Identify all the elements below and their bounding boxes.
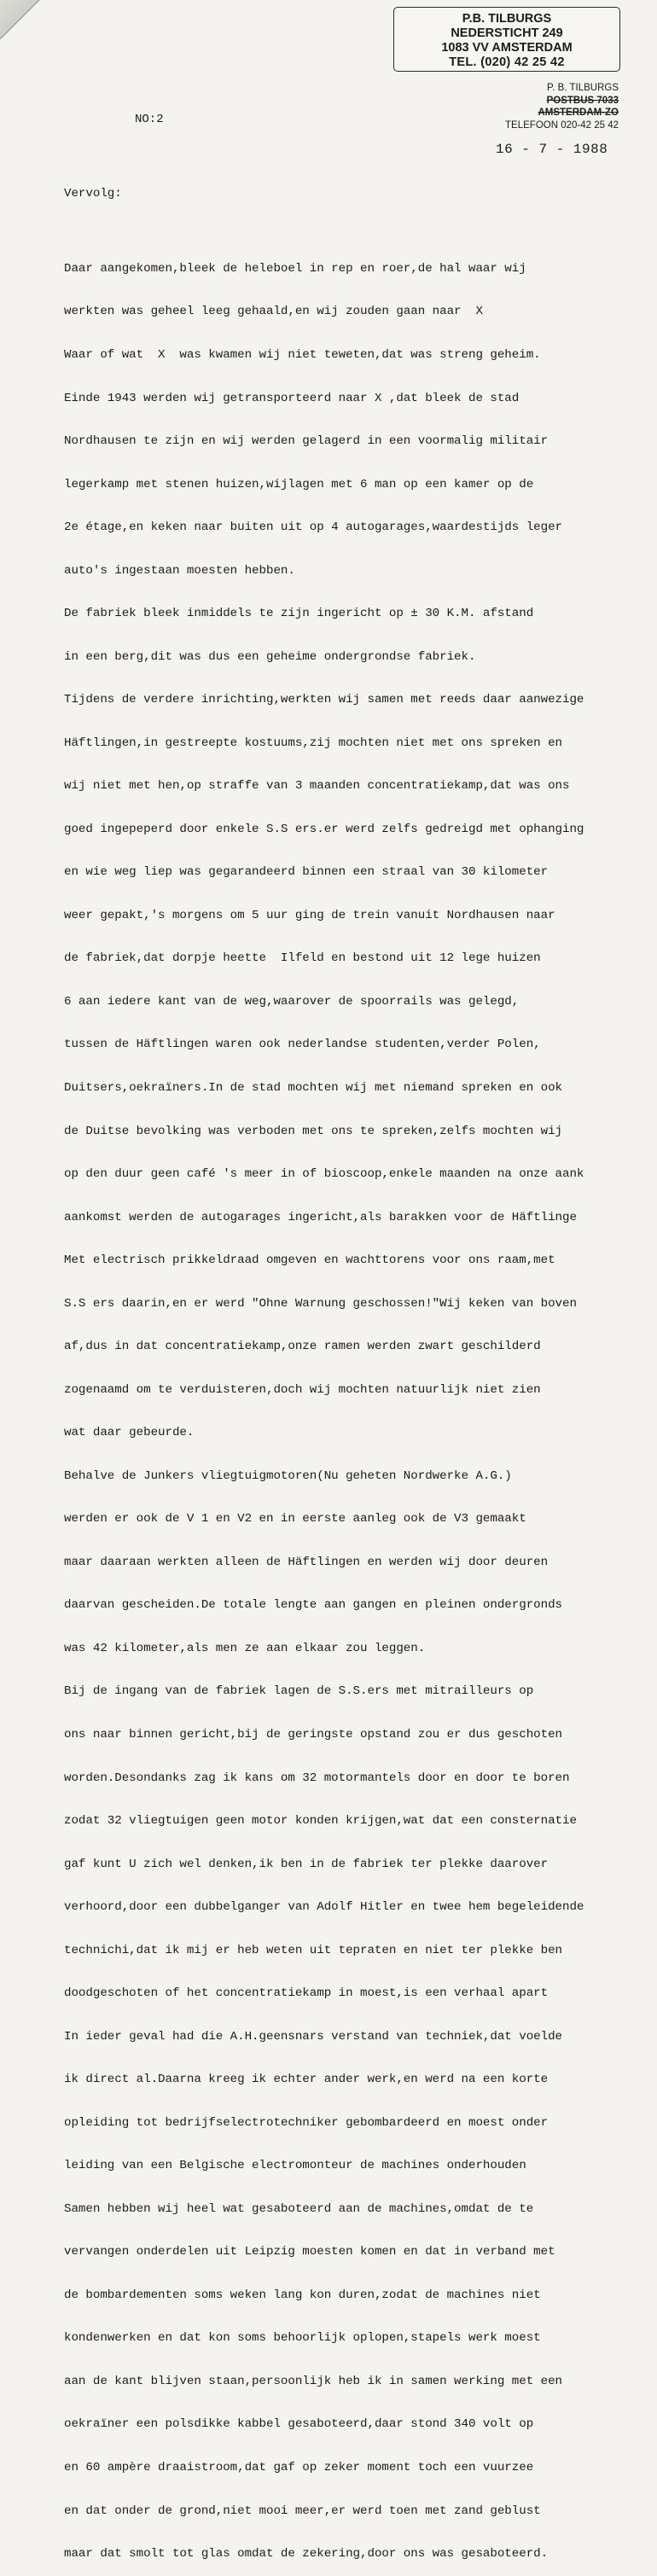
text-line: Nordhausen te zijn en wij werden gelagerd in een voormalig militair [64, 434, 549, 449]
folded-corner [0, 0, 39, 39]
text-line: technichi,dat ik mij er heb weten uit tepraten en niet ter plekke ben [64, 1943, 563, 1957]
text-line: aan de kant blijven staan,persoonlijk heb ik in samen werking met een [64, 2374, 563, 2388]
text-line: opleiding tot bedrijfselectrotechniker gebombardeerd en moest onder [64, 2115, 549, 2130]
text-line: de fabriek,dat dorpje heette Ilfeld en bestond uit 12 lege huizen [64, 951, 541, 966]
text-line: De fabriek bleek inmiddels te zijn ingericht op ± 30 K.M. afstand [64, 607, 534, 621]
text-line: oekraïner een polsdikke kabbel gesaboteerd,daar stond 340 volt op [64, 2417, 534, 2432]
stamp-street: NEDERSTICHT 249 [451, 26, 563, 40]
text-line: Daar aangekomen,bleek de heleboel in rep en roer,de hal waar wij [64, 261, 526, 276]
text-line: de bombardementen soms weken lang kon duren,zodat de machines niet [64, 2288, 541, 2302]
text-line: werden er ook de V 1 en V2 en in eerste aanleg ook de V3 gemaakt [64, 1512, 526, 1526]
text-line: de Duitse bevolking was verboden met ons te spreken,zelfs mochten wij [64, 1124, 563, 1138]
text-line: S.S ers daarin,en er werd "Ohne Warnung geschossen!"Wij keken van boven [64, 1296, 577, 1311]
text-line: Tijdens de verdere inrichting,werkten wij samen met reeds daar aanwezige [64, 693, 584, 707]
text-line: weer gepakt,'s morgens om 5 uur ging de trein vanuit Nordhausen naar [64, 908, 555, 922]
text-line: tussen de Häftlingen waren ook nederlandse studenten,verder Polen, [64, 1038, 541, 1052]
text-line: 6 aan iedere kant van de weg,waarover de spoorrails was gelegd, [64, 994, 520, 1009]
document-number: NO:2 [135, 113, 164, 126]
letterhead-telefoon: TELEFOON 020-42 25 42 [505, 119, 619, 131]
text-line: wat daar gebeurde. [64, 1426, 195, 1440]
text-line: ons naar binnen gericht,bij de geringste opstand zou er dus geschoten [64, 1727, 563, 1742]
text-line: Met electrisch prikkeldraad omgeven en wachttorens voor ons raam,met [64, 1253, 555, 1268]
text-line: werkten was geheel leeg gehaald,en wij zouden gaan naar X [64, 305, 483, 319]
text-line: ik direct al.Daarna kreeg ik echter ander werk,en werd na een korte [64, 2073, 549, 2087]
text-line: Einde 1943 werden wij getransporteerd naar X ,dat bleek de stad [64, 391, 520, 405]
text-line: af,dus in dat concentratiekamp,onze ramen werden zwart geschilderd [64, 1340, 541, 1354]
text-line: goed ingepeperd door enkele S.S ers.er werd zelfs gedreigd met ophanging [64, 822, 584, 836]
text-line: gaf kunt U zich wel denken,ik ben in de fabriek ter plekke daarover [64, 1857, 549, 1871]
text-line: en 60 ampère draaistroom,dat gaf op zeker moment toch een vuurzee [64, 2461, 534, 2474]
stamp-name: P.B. TILBURGS [462, 12, 552, 26]
text-line: Bij de ingang van de fabriek lagen de S.S.ers met mitrailleurs op [64, 1684, 534, 1699]
letterhead-name: P. B. TILBURGS [547, 83, 619, 93]
text-line: doodgeschoten of het concentratiekamp in moest,is een verhaal apart [64, 1986, 549, 2001]
text-line: Behalve de Junkers vliegtuigmotoren(Nu geheten Nordwerke A.G.) [64, 1468, 512, 1483]
text-line: In ieder geval had die A.H.geensnars verstand van techniek,dat voelde [64, 2029, 563, 2044]
letter-body [64, 158, 653, 2576]
stamp-phone: TEL. (020) 42 25 42 [449, 55, 565, 69]
text-line: wij niet met hen,op straffe van 3 maanden concentratiekamp,dat was ons [64, 779, 570, 794]
text-line: aankomst werden de autogarages ingericht,als barakken voor de Häftlinge [64, 1210, 577, 1224]
address-stamp [393, 7, 620, 72]
letter-heading: Vervolg: [64, 186, 122, 201]
text-line: en dat onder de grond,niet mooi meer,er werd toen met zand geblust [64, 2503, 541, 2518]
text-line: Duitsers,oekraïners.In de stad mochten wij met niemand spreken en ook [64, 1081, 563, 1095]
text-line: zogenaamd om te verduisteren,doch wij mochten natuurlijk niet zien [64, 1382, 541, 1397]
text-line: verhoord,door een dubbelganger van Adolf Hitler en twee hem begeleidende [64, 1900, 584, 1915]
text-line: maar daaraan werkten alleen de Häftlingen en werden wij door deuren [64, 1555, 549, 1569]
text-line: kondenwerken en dat kon soms behoorlijk oplopen,stapels werk moest [64, 2331, 541, 2346]
text-line: en wie weg liep was gegarandeerd binnen een straal van 30 kilometer [64, 865, 549, 880]
text-line: zodat 32 vliegtuigen geen motor konden krijgen,wat dat een consternatie [64, 1814, 577, 1829]
text-line: daarvan gescheiden.De totale lengte aan gangen en pleinen ondergronds [64, 1598, 563, 1613]
text-line: Häftlingen,in gestreepte kostuums,zij mochten niet met ons spreken en [64, 736, 563, 750]
text-line: Samen hebben wij heel wat gesaboteerd aan de machines,omdat de te [64, 2201, 534, 2216]
text-line: Waar of wat X was kwamen wij niet teweten,dat was streng geheim. [64, 347, 541, 362]
letterhead [478, 82, 619, 131]
text-line: was 42 kilometer,als men ze aan elkaar zou leggen. [64, 1641, 426, 1655]
text-line: worden.Desondanks zag ik kans om 32 motormantels door en door te boren [64, 1771, 570, 1785]
text-line: in een berg,dit was dus een geheime ondergrondse fabriek. [64, 649, 476, 664]
text-line: vervangen onderdelen uit Leipzig moesten komen en dat in verband met [64, 2245, 555, 2259]
letterhead-postbus: POSTBUS 7033 [546, 95, 619, 106]
text-line: maar dat smolt tot glas omdat de zekering,door ons was gesaboteerd. [64, 2547, 549, 2561]
text-line: 2e étage,en keken naar buiten uit op 4 autogarages,waardestijds leger [64, 520, 563, 535]
letterhead-city: AMSTERDAM-ZO [538, 108, 619, 118]
text-line: op den duur geen café 's meer in of bioscoop,enkele maanden na onze aank [64, 1167, 584, 1182]
text-line: auto's ingestaan moesten hebben. [64, 563, 295, 578]
text-line: leiding van een Belgische electromonteur de machines onderhouden [64, 2159, 526, 2173]
stamp-postcode-city: 1083 VV AMSTERDAM [441, 41, 573, 55]
letter-date: 16 - 7 - 1988 [496, 142, 608, 157]
text-line: legerkamp met stenen huizen,wijlagen met 6 man op een kamer op de [64, 477, 534, 491]
